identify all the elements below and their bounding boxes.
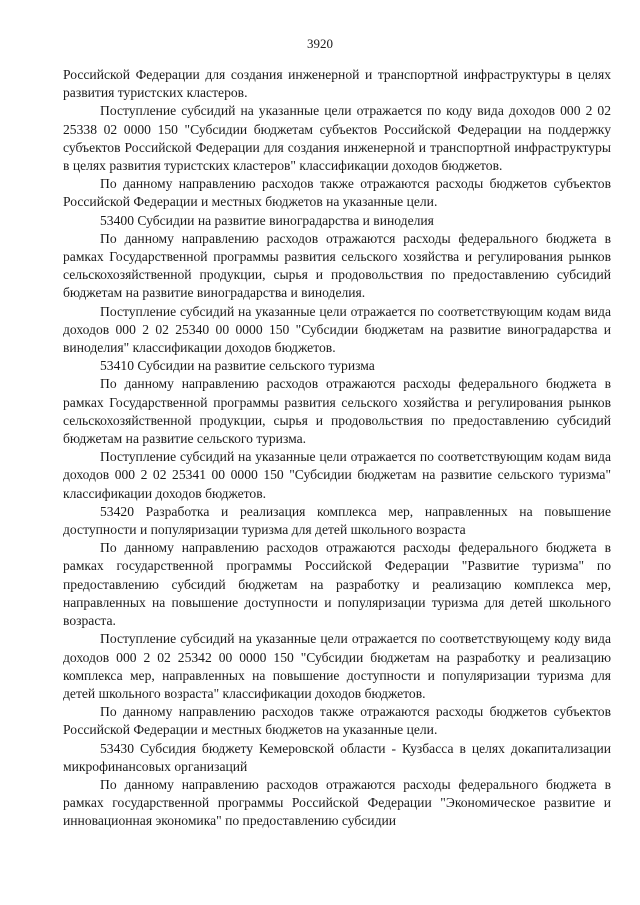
section-heading-53420: 53420 Разработка и реализация комплекса мер, направленных на повышение доступности и популяризации туризма для детей школьного возраста bbox=[63, 503, 611, 538]
page-number: 3920 bbox=[307, 36, 333, 51]
paragraph-3: По данному направлению расходов также отражаются расходы бюджетов субъектов Российской Федерации и местных бюджетов на указанные цели. bbox=[63, 176, 611, 210]
section-heading-53410: 53410 Субсидии на развитие сельского туризма bbox=[100, 358, 375, 374]
paragraph-11: По данному направлению расходов отражаются расходы федерального бюджета в рамках государственной программы Российской Федерации "Развитие туризма" по предоставлению субсидий бюджетам на разработку и реализацию комплекса мер, направленных на повышение доступности и популяризации туризма для детей школьного возраста. bbox=[63, 540, 611, 629]
paragraph-13: По данному направлению расходов также отражаются расходы бюджетов субъектов Российской Федерации и местных бюджетов на указанные цели. bbox=[63, 704, 611, 738]
paragraph-6: Поступление субсидий на указанные цели отражается по соответствующим кодам вида доходов 000 2 02 25340 00 0000 150 "Субсидии бюджетам на развитие виноградарства и виноделия" классификации доходов бюджетов. bbox=[63, 303, 611, 356]
paragraph-8: По данному направлению расходов отражаются расходы федерального бюджета в рамках Государственной программы развития сельского хозяйства и регулирования рынков сельскохозяйственной продукции, сырья и продовольствия по предоставлению субсидий бюджетам на развитие сельского туризма. bbox=[63, 376, 611, 447]
section-heading-53430: 53430 Субсидия бюджету Кемеровской области - Кузбасса в целях докапитализации микрофинансовых организаций bbox=[63, 740, 611, 774]
paragraph-15: По данному направлению расходов отражаются расходы федерального бюджета в рамках государственной программы Российской Федерации "Экономическое развитие и инновационная экономика" по предоставлению субсидии bbox=[63, 776, 611, 829]
paragraph-12: Поступление субсидий на указанные цели отражается по соответствующему коду вида доходов 000 2 02 25342 00 0000 150 "Субсидии бюджетам на разработку и реализацию комплекса мер, направленных на повышение доступности и популяризации туризма для детей школьного возраста" классификации доходов бюджетов. bbox=[63, 631, 611, 701]
paragraph-2: Поступление субсидий на указанные цели отражается по коду вида доходов 000 2 02 25338 02 0000 150 "Субсидии бюджетам субъектов Российской Федерации на поддержку субъектов Российской Федерации для создания инженерной и транспортной инфраструктуры в целях развития туристских кластеров" классификации доходов бюджетов. bbox=[63, 103, 611, 174]
paragraph-1: Российской Федерации для создания инженерной и транспортной инфраструктуры в целях развития туристских кластеров. bbox=[63, 67, 611, 101]
paragraph-9: Поступление субсидий на указанные цели отражается по соответствующим кодам вида доходов 000 2 02 25341 00 0000 150 "Субсидии бюджетам на развитие сельского туризма" классификации доходов бюджетов. bbox=[63, 449, 611, 501]
paragraph-5: По данному направлению расходов отражаются расходы федерального бюджета в рамках Государственной программы развития сельского хозяйства и регулирования рынков сельскохозяйственной продукции, сырья и продовольствия по предоставлению субсидий бюджетам на развитие виноградарства и виноделия. bbox=[63, 230, 611, 301]
section-heading-53400: 53400 Субсидии на развитие виноградарства и виноделия bbox=[100, 212, 434, 228]
document-body bbox=[63, 66, 611, 831]
